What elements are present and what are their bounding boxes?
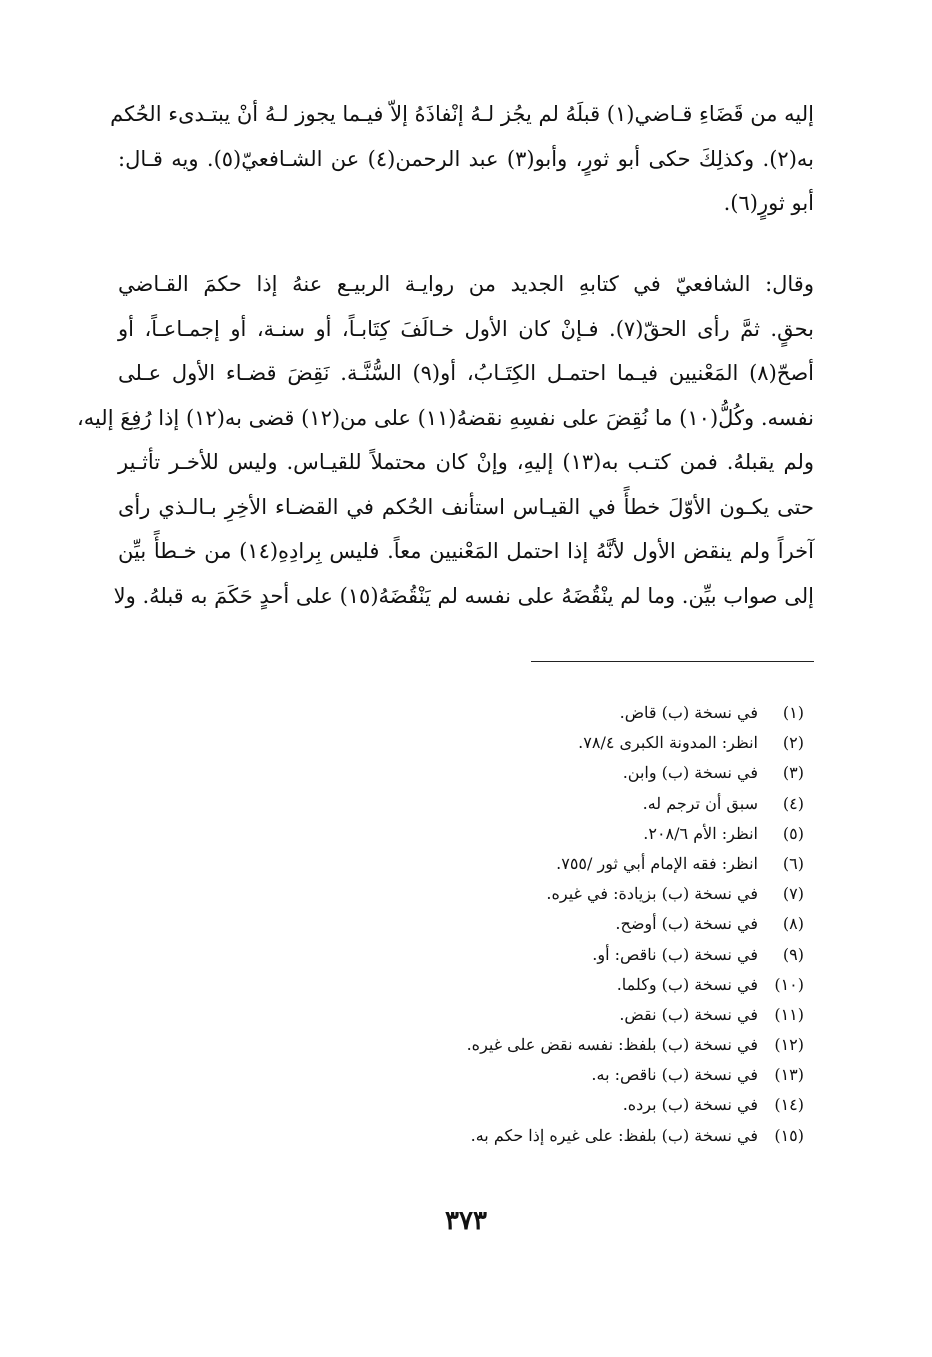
- footnote-text: في نسخة (ب) وكلما.: [616, 974, 758, 994]
- footnote: [284, 789, 804, 819]
- footnote-number: (٨): [782, 914, 804, 934]
- footnote: [284, 758, 804, 788]
- footnote-number: (١١): [774, 1004, 804, 1024]
- footnotes-list: [284, 698, 804, 1151]
- footnote-number: (٩): [782, 944, 804, 964]
- footnote: [284, 849, 804, 879]
- footnote-text: في نسخة (ب) بلفظ: نفسه نقض على غيره.: [466, 1035, 758, 1055]
- text-line: أصحّ(٨) المَعْنيين فيـما احتمـل الكِتَـابُ، أو(٩) السُّنَّـة. نَقِضَ قضـاء الأول عـلى: [118, 361, 814, 385]
- footnote: [284, 819, 804, 849]
- footnote-number: (١٣): [774, 1065, 804, 1085]
- footnote-text: في نسخة (ب) بلفظ: على غيره إذا حكم به.: [470, 1125, 758, 1145]
- footnote: [284, 909, 804, 939]
- footnote: [284, 970, 804, 1000]
- footnote-number: (١٤): [774, 1095, 804, 1115]
- footnote-text: انظر: فقه الإمام أبي ثور /٧٥٥.: [556, 853, 758, 873]
- text-line: وقال: الشافعيّ في كتابهِ الجديد من روايـة الربيـع عنهُ إذا حكمَ القـاضي: [118, 272, 814, 296]
- text-line: به(٢). وكذلِكَ حكى أبو ثورٍ، وأبو(٣) عبد الرحمن(٤) عن الشـافعيّ(٥). ويه قـال:: [118, 146, 814, 171]
- footnote-text: في نسخة (ب) نقض.: [619, 1004, 758, 1024]
- text-line: إليه من قَضَاءِ قـاضي(١) قبلَهُ لم يجُز لـهُ إنْفاذَهُ إلاّ فيـما يجوز لـهُ أنْ يبتـدىء الحُكم: [110, 102, 814, 126]
- page-number: ٣٧٣: [445, 1206, 487, 1236]
- footnote-text: انظر: المدونة الكبرى ٧٨/٤.: [578, 733, 758, 753]
- footnote-number: (٢): [782, 733, 804, 753]
- text-line: حتى يكـون الأوّلَ خطأً في القيـاس استأنف الحُكم في القضـاء الأخِرِ بـالـذي رأى: [118, 494, 814, 519]
- text-line: ولم يقبلهُ. فمن كتـب به(١٣) إليهِ، وإنْ كان محتملاً للقيـاس. وليس للأخـر تأثـير: [118, 450, 814, 474]
- footnote-text: انظر: الأم ٢٠٨/٦.: [643, 823, 758, 843]
- footnote-text: في نسخة (ب) بزيادة: في غيره.: [546, 884, 758, 904]
- footnote: [284, 879, 804, 909]
- paragraph-1: [110, 92, 814, 226]
- footnote-number: (٧): [782, 884, 804, 904]
- footnote: [284, 1000, 804, 1030]
- footnote: [284, 1030, 804, 1060]
- footnote-text: في نسخة (ب) أوضح.: [615, 914, 758, 934]
- footnote-text: في نسخة (ب) برده.: [622, 1095, 758, 1115]
- text-line: أبو ثورٍ(٦).: [723, 191, 814, 215]
- footnote: [284, 1121, 804, 1151]
- footnote-text: في نسخة (ب) وابن.: [622, 763, 758, 783]
- footnote-number: (٦): [782, 853, 804, 873]
- text-line: إلى صواب بيِّن. وما لم ينْقُضَهُ على نفسه لم يَنْقُضَهُ(١٥) على أحدٍ حَكَمَ به قبلهُ. ولا: [113, 583, 814, 608]
- paragraph-2: [76, 262, 815, 618]
- footnote-text: في نسخة (ب) ناقص: به.: [591, 1065, 758, 1085]
- text-line: آخراً ولم ينقض الأول لأنَّهُ إذا احتمل المَعْنيين معاً. فليس بِرادِهِ(١٤) من خـطأً بيِّن: [118, 539, 814, 563]
- footnote-text: في نسخة (ب) ناقص: أو.: [592, 944, 758, 964]
- footnote-number: (٤): [782, 793, 804, 813]
- text-line: نفسه. وكُلُّ(١٠) ما نُقِضَ على نفسِهِ نقضهُ(١١) على من(١٢) قضى به(١٢) إذا رُفِعَ إليه،: [76, 405, 814, 430]
- footnote-number: (١٢): [774, 1035, 804, 1055]
- footnote-separator: [531, 661, 814, 662]
- footnote-number: (٥): [782, 823, 804, 843]
- footnote-number: (٣): [782, 763, 804, 783]
- footnote: [284, 698, 804, 728]
- footnote-number: (١): [782, 703, 804, 722]
- footnote: [284, 1090, 804, 1120]
- footnote-text: سبق أن ترجم له.: [642, 793, 758, 813]
- footnote-number: (١٠): [774, 974, 804, 994]
- footnote: [284, 728, 804, 758]
- footnote-number: (١٥): [774, 1125, 804, 1145]
- footnote: [284, 940, 804, 970]
- footnote-text: في نسخة (ب) قاض.: [619, 703, 758, 722]
- text-line: بحقٍ. ثمَّ رأى الحقّ(٧). فـإنْ كان الأول خـالَفَ كِتَابـاً، أو سنـة، أو إجمـاعـاً، أو: [118, 316, 815, 341]
- footnote: [284, 1060, 804, 1090]
